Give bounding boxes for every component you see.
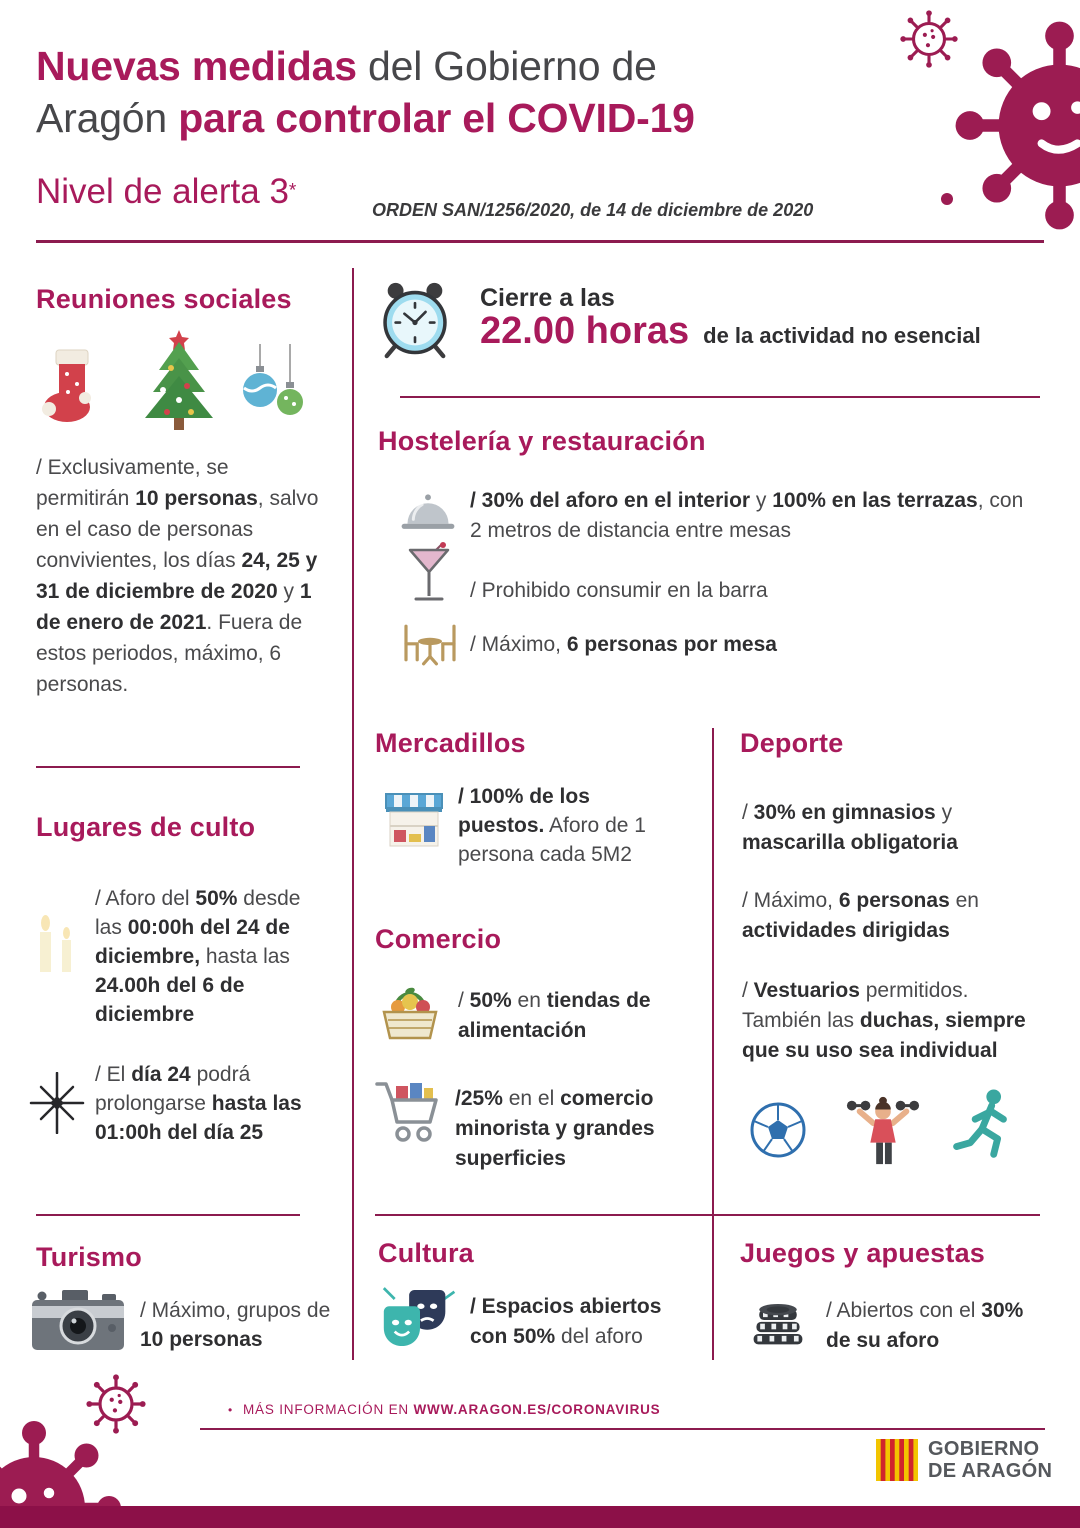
header-divider [36,240,1044,243]
banner-divider [400,396,1040,398]
deporte-item-3: / Vestuarios permitidos. También las duchas, siempre que su uso sea individual [742,979,1026,1062]
gobierno-aragon-logo [876,1438,1052,1482]
section-heading-cultura: Cultura [378,1238,474,1268]
deporte-item-2: / Máximo, 6 personas en actividades dirigidas [742,889,979,942]
left-divider-2 [36,1214,300,1216]
section-heading-juegos: Juegos y apuestas [740,1238,986,1268]
vertical-divider-left [352,268,354,1360]
title-line-1 [36,40,695,92]
left-divider-1 [36,766,300,768]
section-heading-hosteleria: Hostelería y restauración [378,426,706,456]
title-accent-1: Nuevas medidas [36,43,357,89]
more-info-line [228,1402,660,1417]
banner-suffix: de la actividad no esencial [703,323,981,348]
christmas-tree-icon [133,328,225,432]
info-bullet: • [228,1403,234,1417]
soccer-ball-icon [748,1100,808,1160]
comercio-item-1: / 50% en tiendas de alimentación [458,989,651,1042]
hosteleria-item-3: / Máximo, 6 personas por mesa [470,633,777,656]
title-line-2 [36,92,695,144]
section-heading-deporte: Deporte [740,728,844,758]
logo-line-1: GOBIERNO [928,1438,1040,1460]
section-heading-comercio: Comercio [375,924,502,954]
title-rest-2: Aragón [36,95,179,141]
food-basket-icon [378,982,442,1042]
juegos-item-1: / Abiertos con el 30% de su aforo [826,1299,1024,1352]
info-prefix: MÁS INFORMACIÓN EN [243,1402,414,1417]
poker-chips-icon [748,1290,808,1348]
reuniones-text: / Exclusivamente, se permitirán 10 personas, salvo en el caso de personas convivientes, los días 24, 25 y 31 de diciembre de 2020 y 1 de enero de 2021. Fuera de estos periodos, máximo, 6 personas. [36,456,319,696]
culto-item-2: / El día 24 podrá prolongarse hasta las 01:00h del día 25 [95,1063,302,1144]
footer-divider [200,1428,1045,1430]
cloche-icon [398,490,458,534]
logo-text [928,1438,1052,1482]
weightlifter-icon [845,1090,921,1168]
virus-outline-icon [898,8,960,70]
stocking-icon [40,344,110,428]
info-url: WWW.ARAGON.ES/CORONAVIRUS [413,1402,661,1417]
comercio-item-2: /25% en el comercio minorista y grandes superficies [455,1087,655,1170]
alert-level-text: Nivel de alerta 3 [36,172,289,211]
order-reference: ORDEN SAN/1256/2020, de 14 de diciembre de 2020 [372,200,814,220]
virus-solid-icon [952,18,1080,233]
turismo-item-1: / Máximo, grupos de 10 personas [140,1299,331,1351]
shopping-cart-icon [374,1078,444,1150]
virus-dot [941,193,953,205]
market-stall-icon [382,788,446,852]
alarm-clock-icon [378,278,452,360]
table-chairs-icon [398,618,462,668]
section-heading-turismo: Turismo [36,1242,142,1272]
theater-masks-icon [382,1286,458,1350]
deporte-item-1: / 30% en gimnasios y mascarilla obligatoria [742,801,958,854]
section-heading-culto: Lugares de culto [36,812,256,842]
bottom-bar [0,1506,1080,1528]
mercadillos-item-1: / 100% de los puestos. Aforo de 1 persona cada 5M2 [458,785,646,866]
title-accent-2: para controlar el COVID-19 [178,95,695,141]
banner-time-row [480,310,981,353]
culto-item-1: / Aforo del 50% desde las 00:00h del 24 de diciembre, hasta las 24.00h del 6 de diciembre [95,887,301,1026]
alert-footnote-star: * [288,180,297,202]
banner-time: 22.00 horas [480,310,690,352]
page-title [36,40,695,144]
camera-icon [30,1288,126,1352]
section-heading-reuniones: Reuniones sociales [36,284,292,314]
star-sparkle-icon [26,1072,88,1134]
bottom-row-divider [375,1214,1040,1216]
logo-line-2: DE ARAGÓN [928,1460,1053,1482]
aragon-flag-icon [876,1439,918,1481]
cultura-item-1: / Espacios abiertos con 50% del aforo [470,1295,662,1348]
candles-icon [28,906,86,978]
cocktail-icon [406,542,452,608]
runner-icon [948,1088,1014,1170]
hosteleria-item-1: / 30% del aforo en el interior y 100% en las terrazas, con 2 metros de distancia entre mesas [470,489,1024,542]
title-rest-1: del Gobierno de [356,43,657,89]
baubles-icon [238,344,308,432]
section-heading-mercadillos: Mercadillos [375,728,526,758]
alert-level [36,172,296,212]
hosteleria-item-2: / Prohibido consumir en la barra [470,579,768,602]
banner-line-1: Cierre a las [480,284,615,312]
vertical-divider-right [712,728,714,1360]
